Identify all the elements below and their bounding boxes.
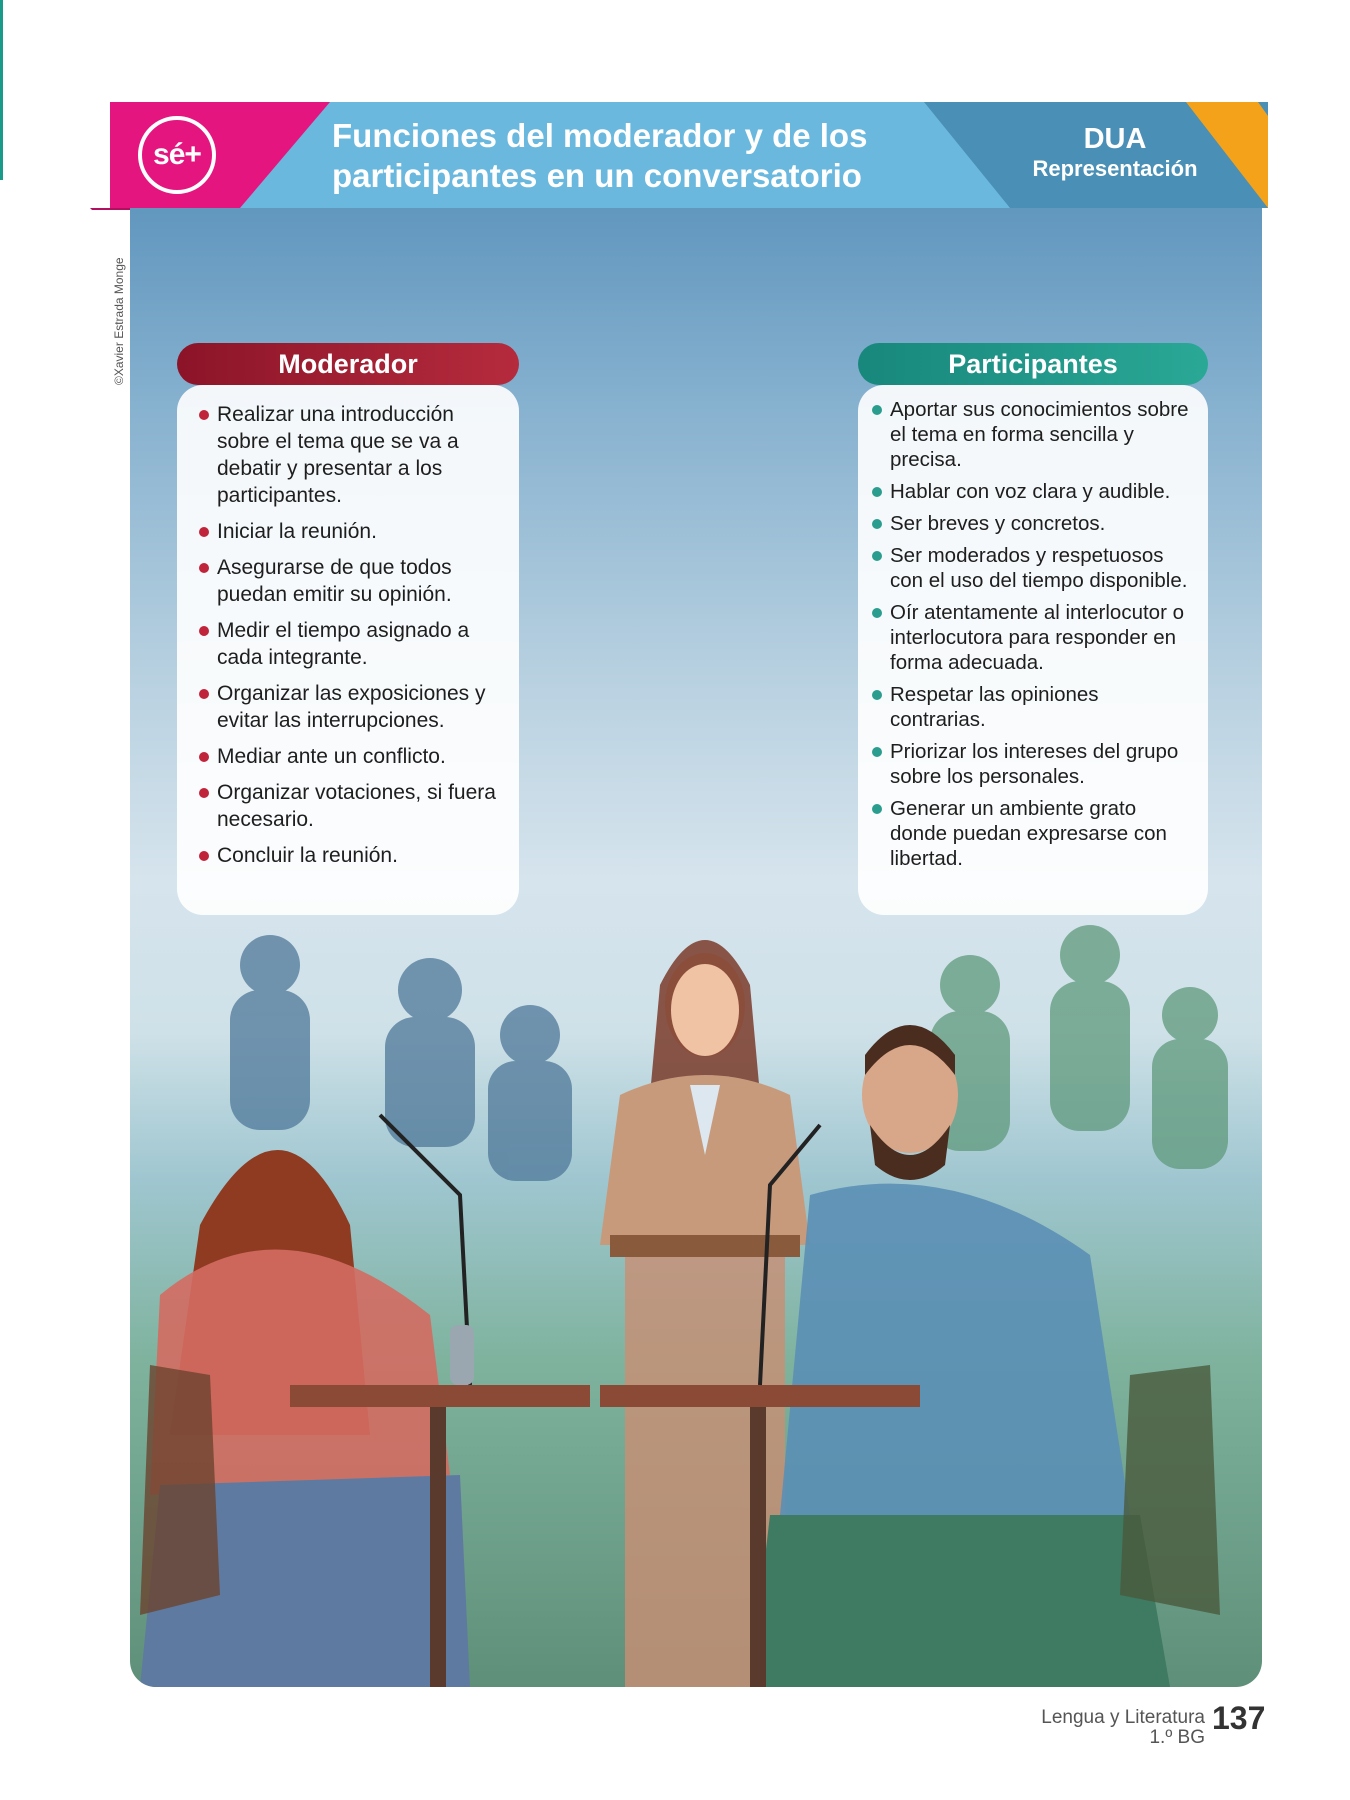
list-item: Ser moderados y respetuosos con el uso del tiempo disponible. [872,543,1198,593]
list-item: Concluir la reunión. [199,842,503,869]
list-item: Respetar las opiniones contrarias. [872,682,1198,732]
bullet-icon [872,804,882,814]
bullet-icon [199,626,209,636]
title-line-1: Funciones del moderador y de los [332,117,868,154]
bullet-icon [872,551,882,561]
list-item: Oír atentamente al interlocutor o interlocutora para responder en forma adecuada. [872,600,1198,675]
page-title [332,116,932,196]
bullet-icon [199,527,209,537]
list-item: Organizar votaciones, si fuera necesario. [199,779,503,833]
bullet-icon [199,410,209,420]
list-item: Medir el tiempo asignado a cada integrante. [199,617,503,671]
grade-label: 1.º BG [1149,1727,1205,1748]
header-banner [90,98,1272,210]
bullet-icon [199,788,209,798]
list-item: Asegurarse de que todos puedan emitir su opinión. [199,554,503,608]
participants-box [858,385,1208,915]
bullet-icon [199,689,209,699]
footer-subject [1041,1708,1205,1748]
image-credit: ©Xavier Estrada Monge [112,257,126,385]
list-item: Organizar las exposiciones y evitar las interrupciones. [199,680,503,734]
dua-badge [1020,122,1210,182]
bullet-icon [872,747,882,757]
list-item: Aportar sus conocimientos sobre el tema en forma sencilla y precisa. [872,397,1198,472]
se-mas-logo: sé+ [138,116,216,194]
bullet-icon [872,487,882,497]
list-item: Mediar ante un conflicto. [199,743,503,770]
bullet-icon [872,690,882,700]
moderator-box [177,385,519,915]
dua-title: DUA [1083,123,1147,155]
bullet-icon [872,405,882,415]
bullet-icon [199,851,209,861]
list-item: Iniciar la reunión. [199,518,503,545]
bullet-icon [872,608,882,618]
list-item: Generar un ambiente grato donde puedan expresarse con libertad. [872,796,1198,871]
participants-list [872,397,1198,871]
title-line-2: participantes en un conversatorio [332,157,862,194]
participants-heading: Participantes [858,343,1208,385]
list-item: Ser breves y concretos. [872,511,1198,536]
moderator-list [199,401,503,869]
page-edge-rule [0,0,3,180]
bullet-icon [199,563,209,573]
list-item: Hablar con voz clara y audible. [872,479,1198,504]
moderator-heading: Moderador [177,343,519,385]
list-item: Priorizar los intereses del grupo sobre los personales. [872,739,1198,789]
bullet-icon [199,752,209,762]
list-item: Realizar una introducción sobre el tema que se va a debatir y presentar a los participantes. [199,401,503,509]
subject-name: Lengua y Literatura [1041,1707,1205,1728]
page-number: 137 [1212,1700,1266,1736]
bullet-icon [872,519,882,529]
dua-subtitle: Representación [1032,156,1198,181]
